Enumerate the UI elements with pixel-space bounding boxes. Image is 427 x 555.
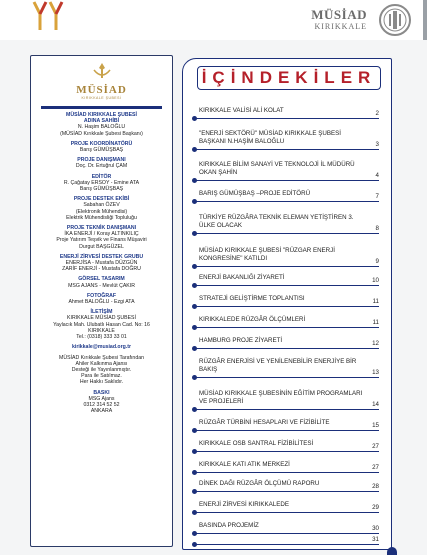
toc-entry-title: ENERJİ BAKANLIĞI ZİYARETİ — [199, 274, 285, 281]
credits-heading: PROJE DANIŞMANI — [77, 157, 126, 164]
toc-entry-page: 30 — [372, 525, 379, 532]
toc-entry[interactable] — [195, 452, 379, 473]
toc-entry-page: 13 — [372, 369, 379, 376]
toc-entry-title: KIRIKKALE KATI ATIK MERKEZİ — [199, 461, 290, 468]
credits-heading: MÜSİAD KIRIKKALE ŞUBESİ — [66, 112, 137, 118]
toc-entry[interactable] — [195, 473, 379, 492]
toc-entry[interactable] — [195, 492, 379, 513]
toc-entry[interactable] — [195, 307, 379, 328]
toc-entry-title: RÜZGÂR ENERJİSİ VE YENİLENEBİLİR ENERJİYE BİR BAKIŞ — [199, 358, 357, 373]
credits-line: KIRIKKALE — [88, 327, 115, 334]
yy-logo-icon — [28, 0, 68, 34]
toc-entry-page: 15 — [372, 422, 379, 429]
toc-entry-page: 9 — [375, 258, 379, 265]
credits-line: Ahiler Kalkınma Ajansı — [75, 360, 128, 367]
header-brand — [311, 8, 367, 32]
credits-heading: FOTOĞRAF — [86, 292, 116, 299]
toc-panel — [182, 58, 392, 550]
credits-line: Her Hakkı Saklıdır. — [79, 379, 124, 386]
toc-entry[interactable] — [195, 513, 379, 534]
credits-logo-name: MÜSİAD — [76, 84, 127, 96]
toc-entry[interactable] — [195, 286, 379, 307]
credits-logo-sub: KIRIKKALE ŞUBESİ — [81, 96, 122, 100]
toc-entry-page: 12 — [372, 340, 379, 347]
credits-heading: PROJE DESTEK EKİBİ — [73, 196, 130, 203]
credits-line: R. Çağatay ERSOY - Emine ATA — [63, 179, 140, 186]
page-header — [0, 0, 427, 40]
credits-heading: ENERJİ ZİRVESİ DESTEK GRUBU — [59, 253, 144, 260]
credits-email: kirikkale@musiad.org.tr — [72, 344, 131, 351]
credits-line: ZARİF ENERJİ - Mustafa DOĞRU — [62, 266, 141, 273]
toc-bullet-icon — [192, 542, 197, 547]
credits-heading: EDİTÖR — [91, 173, 112, 180]
toc-entry-title: KIRIKKALE BİLİM SANAYİ VE TEKNOLOJİ İL MÜDÜRÜ OKAN ŞAHİN — [199, 161, 355, 176]
toc-entry-title: MÜSİAD KIRIKKALE ŞUBESİ "RÜZGAR ENERJİ KONGRESİNE" KATILDI — [199, 247, 335, 262]
credits-line: Elektrik Mühendisliği Topluluğu — [66, 214, 137, 221]
toc-entry-page: 11 — [372, 319, 379, 326]
toc-entry-title: KIRIKKALEDE RÜZGÂR ÖLÇÜMLERİ — [199, 316, 306, 323]
toc-entry[interactable] — [195, 328, 379, 349]
credits-heading: İLETİŞİM — [90, 309, 113, 316]
credits-line: Sabahan ÖZEV — [83, 202, 120, 209]
toc-entry-title: "ENERJİ SEKTÖRÜ" MÜSİAD KIRIKKALE ŞUBESİ BAŞKANI N.HAŞİM BALOĞLU — [199, 130, 341, 145]
credits-line: Yaylacık Mah. Ulubatlı Hasan Cad. No: 16 — [53, 321, 150, 328]
toc-entry[interactable] — [195, 534, 379, 545]
toc-entry-page: 14 — [372, 401, 379, 408]
toc-entry[interactable] — [195, 267, 379, 286]
credits-line: (Elektronik Mühendisi) — [75, 208, 128, 215]
toc-entry-page: 7 — [375, 193, 379, 200]
toc-entry-page: 4 — [375, 172, 379, 179]
toc-title: İÇİNDEKİLER — [197, 66, 381, 90]
toc-entry-title: BARIŞ GÜMÜŞBAŞ –PROJE EDİTÖRÜ — [199, 190, 311, 197]
toc-entry-title: KIRIKKALE VALİSİ ALİ KOLAT — [199, 107, 284, 114]
credits-list — [31, 112, 172, 414]
toc-entry-page: 28 — [372, 483, 379, 490]
toc-entry[interactable] — [195, 181, 379, 202]
credits-heading: PROJE TEKNİK DANIŞMANI — [66, 225, 137, 232]
toc-entry-title: TÜRKİYE RÜZGÂRA TEKNİK ELEMAN YETİŞTİREN 3. ÜLKE OLACAK — [199, 214, 354, 229]
musiad-logo-icon — [91, 62, 113, 80]
toc-entry[interactable] — [195, 119, 379, 150]
credits-line: Desteği ile Yayınlanmıştır. — [71, 366, 132, 373]
toc-entry-page: 27 — [372, 443, 379, 450]
toc-entry-title: KIRIKKALE OSB SANTRAL FİZİBİLİTESİ — [199, 440, 314, 447]
credits-line: (MÜSİAD Kırıkkale Şubesi Başkanı) — [60, 130, 143, 137]
toc-entry[interactable] — [195, 410, 379, 431]
toc-entry-title: RÜZGÂR TÜRBİNİ HESAPLARI VE FİZİBİLİTE — [199, 419, 330, 426]
credits-heading: BASKI — [93, 389, 110, 396]
toc-entry-title: ENERJİ ZİRVESİ KIRIKKALEDE — [199, 501, 289, 508]
credits-line: N. Haşim BALOĞLU — [77, 124, 126, 131]
toc-entry-page: 31 — [372, 536, 379, 543]
toc-entry-page: 8 — [375, 225, 379, 232]
credits-line: İKA ENERJİ / Koray ALTINKILIÇ — [64, 231, 139, 238]
credits-line: Para ile Satılmaz. — [81, 373, 122, 380]
credits-line: Durgut BAŞGÜZEL — [79, 243, 124, 250]
toc-entry-title: DİNEK DAĞI RÜZGÂR ÖLÇÜMÜ RAPORU — [199, 480, 320, 487]
toc-entry[interactable] — [195, 349, 379, 378]
header-brand-city: KIRIKKALE — [314, 22, 367, 31]
credits-line: Barış GÜMÜŞBAŞ — [79, 186, 124, 193]
credits-line: Proje Yatırım Teşvik ve Finans Müşaviri — [56, 237, 147, 244]
credits-divider — [41, 106, 162, 109]
toc-entry-page: 29 — [372, 504, 379, 511]
credits-line: MSG Ajans — [88, 395, 115, 402]
credits-line: MÜSİAD Kırıkkale Şubesi Tarafından — [59, 354, 144, 361]
toc-entry-page: 2 — [375, 110, 379, 117]
toc-entry-title: STRATEJİ GELİŞTİRME TOPLANTISI — [199, 295, 305, 302]
credits-line: KIRIKKALE MÜSİAD ŞUBESİ — [67, 315, 136, 322]
page-corner-tab — [387, 547, 397, 555]
credits-heading: PROJE KOORDİNATÖRÜ — [70, 140, 133, 147]
toc-list — [195, 99, 379, 545]
credits-line: Doç. Dr. Ertuğrul ÇAM — [75, 163, 128, 170]
credits-line: Barış GÜMÜŞBAŞ — [79, 147, 124, 154]
toc-entry-page: 3 — [375, 141, 379, 148]
toc-entry-title: HAMBURG PROJE ZİYARETİ — [199, 337, 283, 344]
toc-entry[interactable] — [195, 234, 379, 267]
header-edge — [423, 0, 427, 40]
credits-line: ENERJİSA - Mustafa DÜZGÜN — [65, 260, 138, 267]
credits-line: Tel.: (0318) 333 33 01 — [76, 334, 127, 341]
toc-entry-title: MÜSİAD KIRIKKALE ŞUBESİNİN EĞİTİM PROGRAMLARI VE PROJELERİ — [199, 390, 363, 405]
credits-panel — [30, 55, 173, 547]
toc-entry-title: BASINDA PROJEMİZ — [199, 522, 259, 529]
credits-heading: GÖRSEL TASARIM — [78, 276, 125, 283]
credits-line: Ahmet BALOĞLU - Ezgi ATA — [68, 299, 135, 306]
credits-line: ANKARA — [90, 408, 113, 415]
toc-entry[interactable] — [195, 202, 379, 234]
musiad-emblem-icon — [377, 2, 413, 38]
toc-entry-page: 10 — [372, 277, 379, 284]
toc-entry[interactable] — [195, 150, 379, 181]
credits-logo — [31, 62, 172, 100]
credits-heading: ADINA SAHİBİ — [83, 118, 120, 125]
toc-entry[interactable] — [195, 431, 379, 452]
credits-line: MSG AJANS - Mevlüt ÇAKIR — [68, 282, 135, 289]
toc-entry-page: 11 — [372, 298, 379, 305]
toc-entry-page: 27 — [372, 464, 379, 471]
credits-line: 0312 314 52 52 — [83, 401, 120, 408]
header-brand-name: MÜSİAD — [311, 7, 367, 22]
toc-entry[interactable] — [195, 99, 379, 119]
toc-entry[interactable] — [195, 378, 379, 410]
